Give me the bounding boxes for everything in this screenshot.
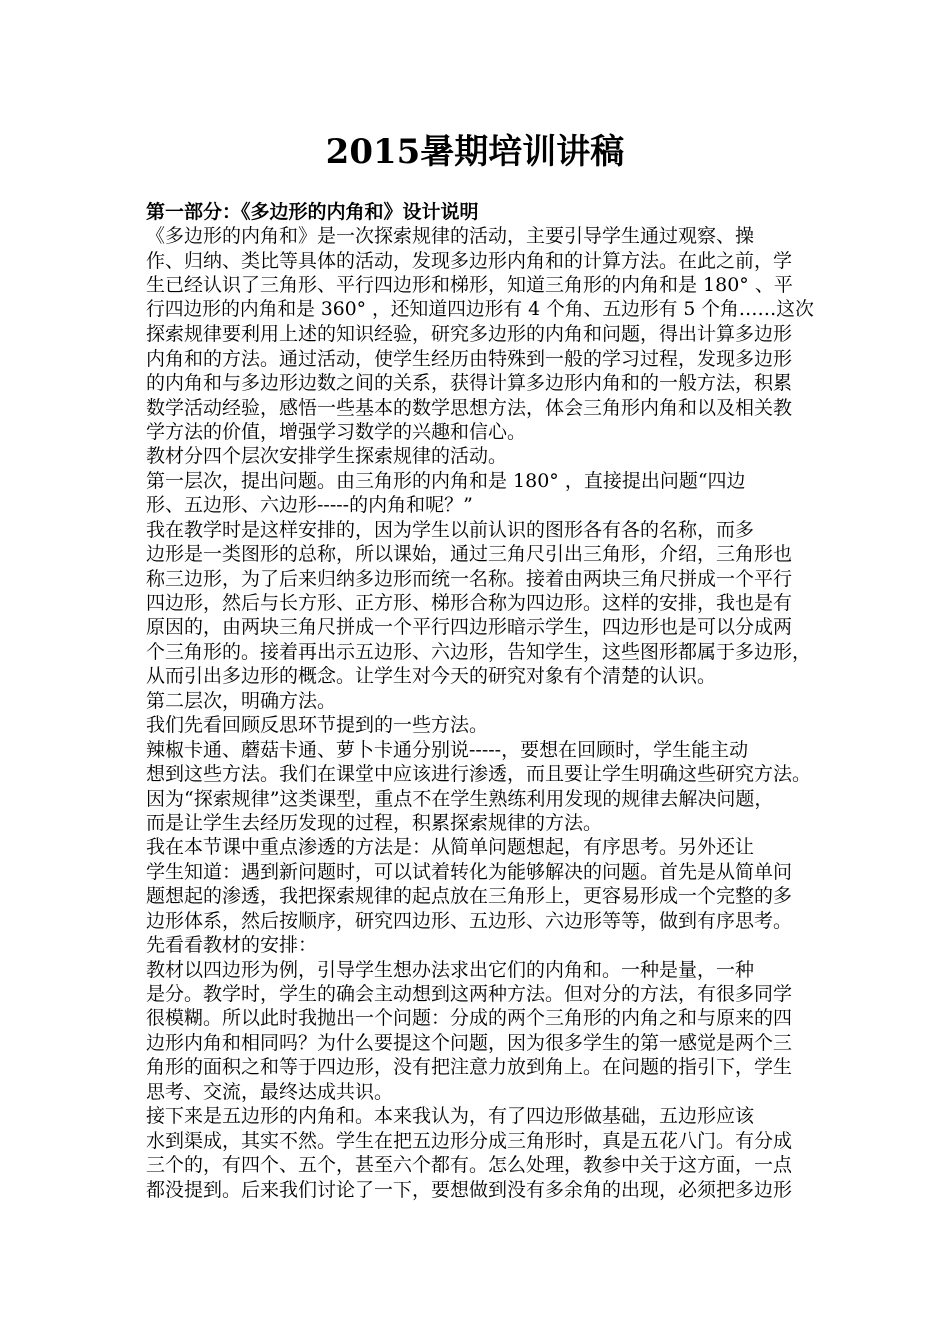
text-line: 第二层次，明确方法。 — [146, 689, 337, 712]
text-line: 《多边形的内角和》是一次探索规律的活动，主要引导学生通过观察、操 — [146, 225, 755, 248]
text-line: 接下来是五边形的内角和。本来我认为，有了四边形做基础，五边形应该 — [146, 1105, 755, 1128]
text-line: 作、归纳、类比等具体的活动，发现多边形内角和的计算方法。在此之前，学 — [146, 249, 793, 272]
text-line: 学方法的价值，增强学习数学的兴趣和信心。 — [146, 420, 527, 443]
text-line: 原因的，由两块三角尺拼成一个平行四边形暗示学生，四边形也是可以分成两 — [146, 616, 793, 639]
text-line: 水到渠成，其实不然。学生在把五边形分成三角形时，真是五花八门。有分成 — [146, 1129, 793, 1152]
text-line: 想到这些方法。我们在课堂中应该进行渗透，而且要让学生明确这些研究方法。 — [146, 763, 812, 786]
text-line: 四边形，然后与长方形、正方形、梯形合称为四边形。这样的安排，我也是有 — [146, 592, 793, 614]
text-line: 内角和的方法。通过活动，使学生经历由特殊到一般的学习过程，发现多边形 — [146, 347, 793, 370]
text-line: 第一层次，提出问题。由三角形的内角和是 180° ，直接提出问题“四边 — [146, 469, 746, 492]
text-line: 边形内角和相同吗？为什么要提这个问题，因为很多学生的第一感觉是两个三 — [146, 1031, 793, 1054]
text-line: 数学活动经验，感悟一些基本的数学思想方法，体会三角形内角和以及相关教 — [146, 396, 793, 419]
text-line: 都没提到。后来我们讨论了一下，要想做到没有多余角的出现，必须把多边形 — [146, 1178, 793, 1201]
text-line: 称三边形，为了后来归纳多边形而统一名称。接着由两块三角尺拼成一个平行 — [146, 567, 793, 590]
text-line: 题想起的渗透，我把探索规律的起点放在三角形上，更容易形成一个完整的多 — [146, 885, 793, 908]
section-heading: 第一部分：《多边形的内角和》设计说明 — [146, 201, 479, 223]
text-line: 行四边形的内角和是 360° ，还知道四边形有 4 个角、五边形有 5 个角……这次 — [146, 298, 814, 320]
text-line: 而是让学生去经历发现的过程，积累探索规律的方法。 — [146, 811, 603, 834]
page-title: 2015暑期培训讲稿 — [325, 132, 625, 172]
text-line: 我在本节课中重点渗透的方法是：从简单问题想起，有序思考。另外还让 — [146, 836, 755, 859]
text-line: 边形是一类图形的总称，所以课始，通过三角尺引出三角形，介绍，三角形也 — [146, 543, 793, 566]
text-line: 思考、交流，最终达成共识。 — [146, 1080, 394, 1103]
text-line: 的内角和与多边形边数之间的关系，获得计算多边形内角和的一般方法，积累 — [146, 372, 793, 395]
text-line: 是分。教学时，学生的确会主动想到这两种方法。但对分的方法，有很多同学 — [146, 983, 793, 1005]
text-line: 学生知道：遇到新问题时，可以试着转化为能够解决的问题。首先是从简单问 — [146, 860, 793, 883]
text-line: 从而引出多边形的概念。让学生对今天的研究对象有个清楚的认识。 — [146, 665, 717, 688]
text-line: 我在教学时是这样安排的，因为学生以前认识的图形各有各的名称，而多 — [146, 518, 755, 541]
text-line: 形、五边形、六边形-----的内角和呢？” — [146, 494, 473, 517]
text-line: 角形的面积之和等于四边形，没有把注意力放到角上。在问题的指引下，学生 — [146, 1056, 793, 1079]
body-text — [146, 200, 818, 1202]
text-line: 我们先看回顾反思环节提到的一些方法。 — [146, 714, 489, 737]
text-line: 探索规律要利用上述的知识经验，研究多边形的内角和问题，得出计算多边形 — [146, 323, 793, 346]
text-line: 很模糊。所以此时我抛出一个问题：分成的两个三角形的内角之和与原来的四 — [146, 1007, 793, 1030]
text-line: 边形体系，然后按顺序，研究四边形、五边形、六边形等等，做到有序思考。 — [146, 909, 793, 932]
text-line: 三个的，有四个、五个，甚至六个都有。怎么处理，教参中关于这方面，一点 — [146, 1154, 793, 1177]
text-line: 因为“探索规律”这类课型，重点不在学生熟练利用发现的规律去解决问题， — [146, 787, 774, 810]
text-line: 个三角形的。接着再出示五边形、六边形，告知学生，这些图形都属于多边形， — [146, 640, 812, 663]
text-line: 教材以四边形为例，引导学生想办法求出它们的内角和。一种是量，一种 — [146, 958, 755, 981]
text-line: 辣椒卡通、蘑菇卡通、萝卜卡通分别说-----，要想在回顾时，学生能主动 — [146, 738, 749, 761]
text-line: 生已经认识了三角形、平行四边形和梯形，知道三角形的内角和是 180° 、平 — [146, 274, 793, 297]
text-line: 先看看教材的安排： — [146, 934, 318, 957]
text-line: 教材分四个层次安排学生探索规律的活动。 — [146, 445, 508, 468]
